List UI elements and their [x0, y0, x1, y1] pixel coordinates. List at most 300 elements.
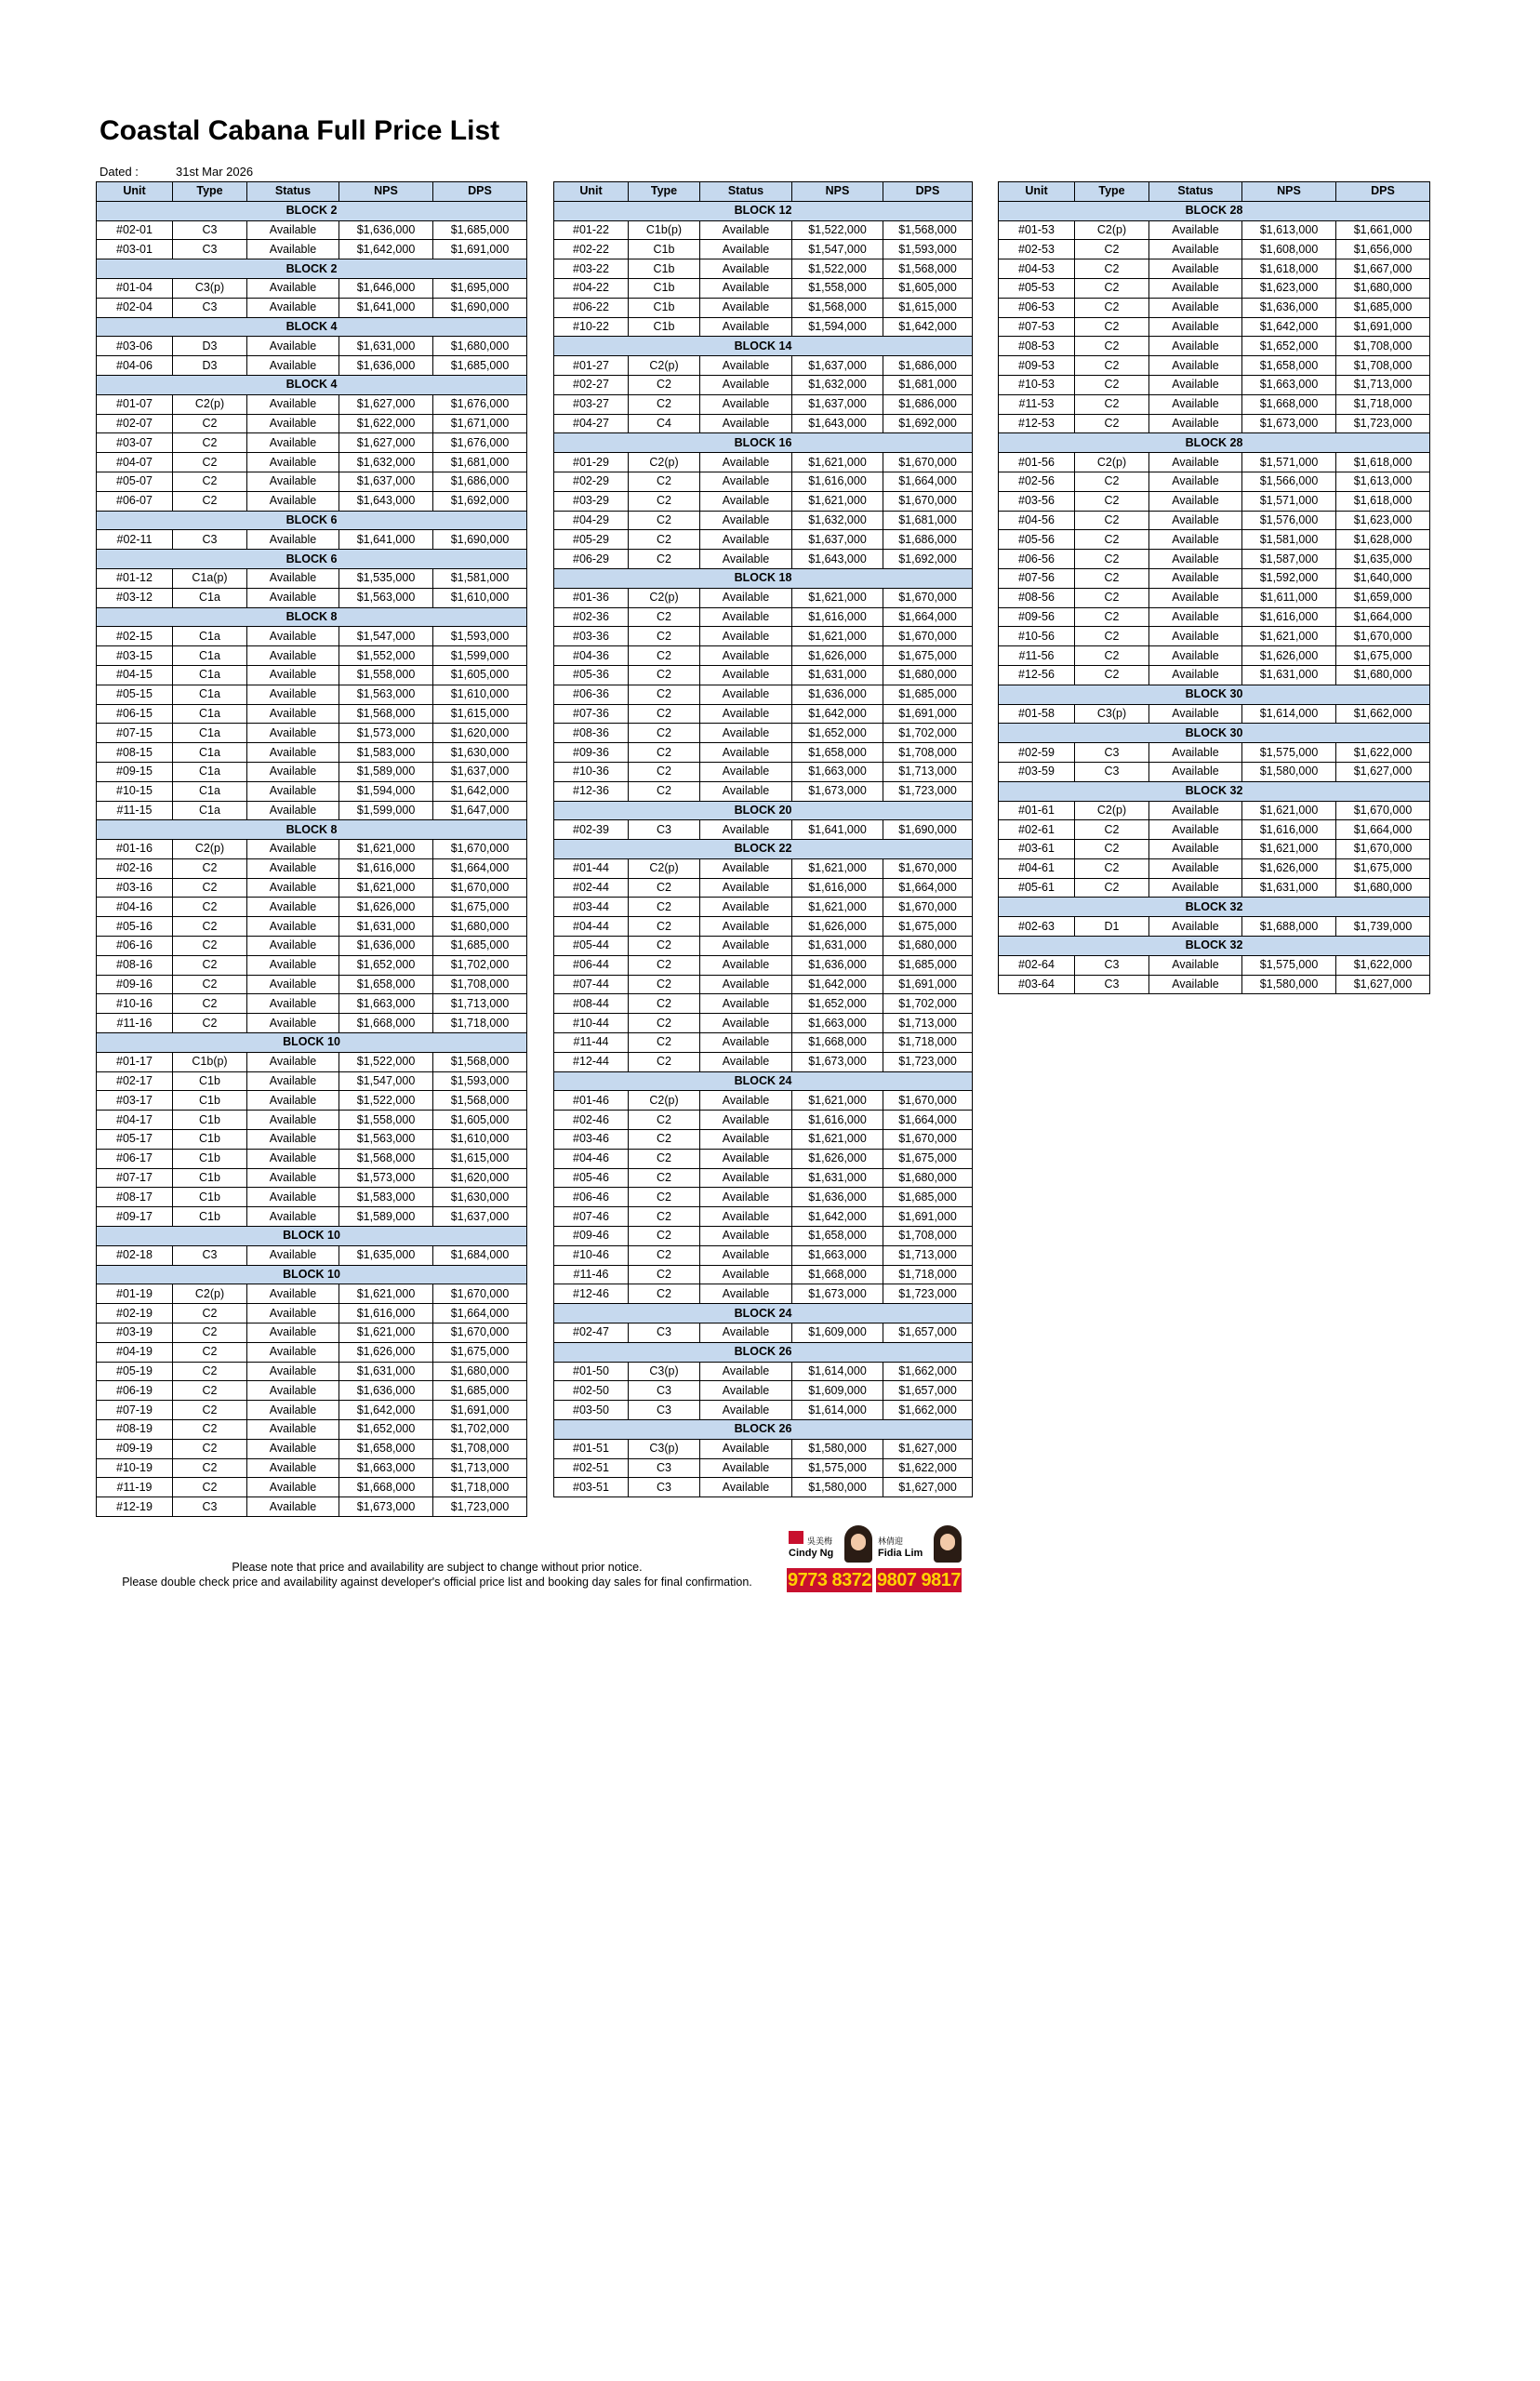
status-cell: Available [700, 511, 792, 530]
table-row [999, 955, 1430, 975]
table-row [999, 414, 1430, 433]
dps-cell: $1,635,000 [1336, 550, 1430, 569]
type-cell: C2 [629, 878, 700, 898]
type-cell: C1a [173, 588, 247, 607]
col-unit-header: Unit [554, 182, 629, 202]
type-cell: C2 [173, 858, 247, 878]
type-cell: C2 [1075, 627, 1149, 646]
table-row [999, 491, 1430, 511]
unit-cell: #01-12 [97, 568, 173, 588]
nps-cell: $1,623,000 [1242, 278, 1336, 298]
unit-cell: #10-19 [97, 1458, 173, 1478]
dps-cell: $1,664,000 [883, 607, 973, 627]
block-header: BLOCK 4 [97, 375, 527, 394]
table-row [554, 1401, 973, 1420]
nps-cell: $1,594,000 [339, 781, 433, 801]
unit-cell: #11-44 [554, 1033, 629, 1053]
dps-cell: $1,615,000 [433, 704, 527, 724]
table-row [554, 781, 973, 801]
table-row [97, 1207, 527, 1227]
nps-cell: $1,627,000 [339, 394, 433, 414]
dps-cell: $1,670,000 [883, 453, 973, 472]
status-cell: Available [247, 627, 339, 646]
nps-cell: $1,580,000 [1242, 762, 1336, 781]
type-cell: C2 [1075, 298, 1149, 317]
type-cell: C2 [1075, 588, 1149, 607]
type-cell: C2 [1075, 568, 1149, 588]
status-cell: Available [700, 878, 792, 898]
type-cell: C2 [173, 1304, 247, 1324]
unit-cell: #07-53 [999, 317, 1075, 337]
table-row [554, 220, 973, 240]
table-row [97, 898, 527, 917]
dps-cell: $1,691,000 [883, 1207, 973, 1227]
status-cell: Available [247, 491, 339, 511]
nps-cell: $1,636,000 [792, 955, 883, 975]
block-header: BLOCK 2 [97, 259, 527, 279]
nps-cell: $1,642,000 [792, 975, 883, 994]
nps-cell: $1,609,000 [792, 1381, 883, 1401]
table-row [97, 1111, 527, 1130]
dps-cell: $1,718,000 [883, 1033, 973, 1053]
col-dps-header: DPS [883, 182, 973, 202]
type-cell: C1b [173, 1188, 247, 1207]
type-cell: C2 [173, 898, 247, 917]
unit-cell: #07-44 [554, 975, 629, 994]
nps-cell: $1,621,000 [792, 898, 883, 917]
type-cell: C2 [629, 685, 700, 704]
dps-cell: $1,599,000 [433, 646, 527, 666]
status-cell: Available [1149, 858, 1242, 878]
block-header: BLOCK 4 [97, 317, 527, 337]
unit-cell: #01-51 [554, 1439, 629, 1458]
unit-cell: #06-22 [554, 298, 629, 317]
col-dps-header: DPS [1336, 182, 1430, 202]
block-header-row [97, 550, 527, 569]
block-header: BLOCK 6 [97, 550, 527, 569]
nps-cell: $1,642,000 [792, 704, 883, 724]
status-cell: Available [700, 1033, 792, 1053]
agent-photo-icon [934, 1525, 962, 1563]
unit-cell: #03-46 [554, 1130, 629, 1150]
type-cell: C2 [629, 724, 700, 743]
type-cell: C3(p) [1075, 704, 1149, 724]
unit-cell: #04-19 [97, 1342, 173, 1362]
status-cell: Available [247, 1014, 339, 1033]
nps-cell: $1,558,000 [339, 665, 433, 685]
table-row [999, 704, 1430, 724]
status-cell: Available [247, 762, 339, 781]
status-cell: Available [700, 704, 792, 724]
status-cell: Available [700, 1091, 792, 1111]
table-row [999, 627, 1430, 646]
type-cell: C2 [1075, 511, 1149, 530]
unit-cell: #08-53 [999, 337, 1075, 356]
type-cell: C3 [629, 1324, 700, 1343]
type-cell: C2 [173, 917, 247, 937]
dps-cell: $1,664,000 [1336, 820, 1430, 840]
status-cell: Available [247, 298, 339, 317]
status-cell: Available [247, 1168, 339, 1188]
dps-cell: $1,615,000 [883, 298, 973, 317]
type-cell: C2 [1075, 530, 1149, 550]
table-row [97, 917, 527, 937]
nps-cell: $1,621,000 [792, 588, 883, 607]
dps-cell: $1,627,000 [1336, 975, 1430, 994]
block-header: BLOCK 10 [97, 1033, 527, 1053]
unit-cell: #02-51 [554, 1458, 629, 1478]
dps-cell: $1,692,000 [433, 491, 527, 511]
unit-cell: #07-17 [97, 1168, 173, 1188]
nps-cell: $1,622,000 [339, 414, 433, 433]
nps-cell: $1,522,000 [339, 1052, 433, 1071]
dps-cell: $1,659,000 [1336, 588, 1430, 607]
nps-cell: $1,642,000 [1242, 317, 1336, 337]
nps-cell: $1,563,000 [339, 588, 433, 607]
dps-cell: $1,708,000 [883, 743, 973, 763]
table-row [554, 665, 973, 685]
status-cell: Available [1149, 356, 1242, 376]
table-row [999, 858, 1430, 878]
table-row [554, 724, 973, 743]
header-row [97, 182, 527, 202]
dps-cell: $1,642,000 [883, 317, 973, 337]
dps-cell: $1,685,000 [433, 220, 527, 240]
status-cell: Available [700, 1014, 792, 1033]
table-row [97, 743, 527, 763]
dps-cell: $1,680,000 [883, 937, 973, 956]
status-cell: Available [1149, 743, 1242, 763]
block-header-row [999, 937, 1430, 956]
unit-cell: #07-56 [999, 568, 1075, 588]
unit-cell: #07-19 [97, 1401, 173, 1420]
status-cell: Available [247, 1052, 339, 1071]
type-cell: C3 [629, 1401, 700, 1420]
unit-cell: #03-15 [97, 646, 173, 666]
unit-cell: #01-58 [999, 704, 1075, 724]
unit-cell: #02-07 [97, 414, 173, 433]
status-cell: Available [1149, 530, 1242, 550]
dps-cell: $1,627,000 [883, 1439, 973, 1458]
status-cell: Available [247, 414, 339, 433]
block-header-row [554, 840, 973, 859]
table-row [554, 240, 973, 259]
nps-cell: $1,641,000 [339, 298, 433, 317]
nps-cell: $1,658,000 [339, 1439, 433, 1458]
nps-cell: $1,573,000 [339, 724, 433, 743]
status-cell: Available [247, 1071, 339, 1091]
unit-cell: #03-12 [97, 588, 173, 607]
unit-cell: #03-01 [97, 240, 173, 259]
type-cell: C2 [629, 1245, 700, 1265]
type-cell: C3 [173, 298, 247, 317]
unit-cell: #01-16 [97, 840, 173, 859]
status-cell: Available [1149, 665, 1242, 685]
dps-cell: $1,684,000 [433, 1245, 527, 1265]
status-cell: Available [1149, 568, 1242, 588]
table-row [97, 1149, 527, 1168]
type-cell: C2 [1075, 317, 1149, 337]
nps-cell: $1,571,000 [1242, 491, 1336, 511]
nps-cell: $1,673,000 [339, 1497, 433, 1517]
table-row [554, 472, 973, 491]
dps-cell: $1,723,000 [883, 1284, 973, 1304]
unit-cell: #01-22 [554, 220, 629, 240]
status-cell: Available [700, 1284, 792, 1304]
nps-cell: $1,668,000 [339, 1014, 433, 1033]
status-cell: Available [1149, 472, 1242, 491]
table-row [999, 317, 1430, 337]
type-cell: C2 [629, 646, 700, 666]
col-type-header: Type [173, 182, 247, 202]
nps-cell: $1,618,000 [1242, 259, 1336, 279]
col-nps-header: NPS [792, 182, 883, 202]
dps-cell: $1,691,000 [433, 1401, 527, 1420]
nps-cell: $1,626,000 [792, 646, 883, 666]
block-header: BLOCK 20 [554, 801, 973, 820]
status-cell: Available [700, 685, 792, 704]
type-cell: C2 [629, 1014, 700, 1033]
table-row [999, 568, 1430, 588]
nps-cell: $1,589,000 [339, 762, 433, 781]
table-row [554, 917, 973, 937]
type-cell: C2(p) [629, 858, 700, 878]
nps-cell: $1,646,000 [339, 278, 433, 298]
type-cell: C2 [629, 1168, 700, 1188]
block-header-row [554, 201, 973, 220]
type-cell: C2 [173, 414, 247, 433]
unit-cell: #09-15 [97, 762, 173, 781]
unit-cell: #08-16 [97, 955, 173, 975]
dated-label: Dated : [100, 165, 139, 179]
table-row [554, 704, 973, 724]
type-cell: C2 [629, 627, 700, 646]
status-cell: Available [1149, 588, 1242, 607]
dps-cell: $1,681,000 [883, 375, 973, 394]
type-cell: C2 [173, 1420, 247, 1440]
unit-cell: #02-22 [554, 240, 629, 259]
block-header: BLOCK 12 [554, 201, 973, 220]
status-cell: Available [700, 1439, 792, 1458]
type-cell: C1b [629, 240, 700, 259]
unit-cell: #02-64 [999, 955, 1075, 975]
nps-cell: $1,583,000 [339, 743, 433, 763]
status-cell: Available [247, 1149, 339, 1168]
table-row [554, 1227, 973, 1246]
nps-cell: $1,575,000 [1242, 743, 1336, 763]
dps-cell: $1,723,000 [433, 1497, 527, 1517]
block-header: BLOCK 30 [999, 724, 1430, 743]
unit-cell: #08-17 [97, 1188, 173, 1207]
unit-cell: #01-07 [97, 394, 173, 414]
status-cell: Available [1149, 627, 1242, 646]
dps-cell: $1,670,000 [883, 627, 973, 646]
dps-cell: $1,568,000 [433, 1052, 527, 1071]
table-row [999, 530, 1430, 550]
unit-cell: #04-07 [97, 453, 173, 472]
block-header-row [97, 375, 527, 394]
table-row [97, 724, 527, 743]
dps-cell: $1,670,000 [883, 858, 973, 878]
block-header-row [97, 317, 527, 337]
type-cell: C2 [1075, 337, 1149, 356]
status-cell: Available [700, 1168, 792, 1188]
nps-cell: $1,637,000 [792, 530, 883, 550]
unit-cell: #06-19 [97, 1381, 173, 1401]
status-cell: Available [700, 375, 792, 394]
status-cell: Available [700, 1381, 792, 1401]
nps-cell: $1,631,000 [792, 1168, 883, 1188]
status-cell: Available [247, 1207, 339, 1227]
unit-cell: #09-46 [554, 1227, 629, 1246]
nps-cell: $1,637,000 [339, 472, 433, 491]
dps-cell: $1,628,000 [1336, 530, 1430, 550]
table-row [554, 1130, 973, 1150]
unit-cell: #12-36 [554, 781, 629, 801]
table-row [554, 955, 973, 975]
nps-cell: $1,673,000 [1242, 414, 1336, 433]
table-row [999, 472, 1430, 491]
status-cell: Available [700, 1245, 792, 1265]
table-row [554, 491, 973, 511]
table-row [554, 1052, 973, 1071]
nps-cell: $1,631,000 [1242, 665, 1336, 685]
nps-cell: $1,583,000 [339, 1188, 433, 1207]
status-cell: Available [247, 220, 339, 240]
nps-cell: $1,626,000 [339, 898, 433, 917]
dps-cell: $1,622,000 [883, 1458, 973, 1478]
agent-photo-icon [844, 1525, 872, 1563]
dps-cell: $1,627,000 [883, 1478, 973, 1497]
type-cell: C2 [173, 1439, 247, 1458]
type-cell: D1 [1075, 917, 1149, 937]
nps-cell: $1,547,000 [339, 627, 433, 646]
type-cell: C2 [629, 1284, 700, 1304]
block-header: BLOCK 30 [999, 685, 1430, 704]
unit-cell: #11-16 [97, 1014, 173, 1033]
dps-cell: $1,670,000 [883, 491, 973, 511]
type-cell: C1b [173, 1071, 247, 1091]
nps-cell: $1,581,000 [1242, 530, 1336, 550]
block-header-row [999, 433, 1430, 453]
status-cell: Available [1149, 298, 1242, 317]
type-cell: C2 [629, 917, 700, 937]
unit-cell: #03-64 [999, 975, 1075, 994]
dps-cell: $1,713,000 [1336, 375, 1430, 394]
block-header-row [554, 1342, 973, 1362]
dps-cell: $1,702,000 [883, 724, 973, 743]
status-cell: Available [247, 240, 339, 259]
dps-cell: $1,713,000 [433, 994, 527, 1014]
status-cell: Available [1149, 646, 1242, 666]
table-row [97, 685, 527, 704]
table-row [554, 1284, 973, 1304]
table-row [97, 665, 527, 685]
type-cell: D3 [173, 356, 247, 376]
unit-cell: #08-15 [97, 743, 173, 763]
status-cell: Available [247, 433, 339, 453]
dps-cell: $1,686,000 [883, 530, 973, 550]
dps-cell: $1,656,000 [1336, 240, 1430, 259]
nps-cell: $1,621,000 [339, 1324, 433, 1343]
status-cell: Available [700, 1478, 792, 1497]
agent-name: Cindy Ng [789, 1548, 834, 1559]
type-cell: C2 [629, 704, 700, 724]
table-row [97, 588, 527, 607]
unit-cell: #01-36 [554, 588, 629, 607]
type-cell: C2 [629, 665, 700, 685]
table-row [97, 1458, 527, 1478]
type-cell: C2 [629, 1149, 700, 1168]
status-cell: Available [1149, 550, 1242, 569]
type-cell: C2 [1075, 646, 1149, 666]
status-cell: Available [247, 356, 339, 376]
status-cell: Available [700, 607, 792, 627]
status-cell: Available [700, 1130, 792, 1150]
table-row [554, 1362, 973, 1381]
agent-banner [787, 1523, 963, 1594]
block-header-row [554, 568, 973, 588]
dated-value: 31st Mar 2026 [176, 165, 254, 179]
unit-cell: #01-61 [999, 801, 1075, 820]
status-cell: Available [247, 743, 339, 763]
type-cell: C1b [629, 298, 700, 317]
block-header: BLOCK 32 [999, 898, 1430, 917]
type-cell: C2 [629, 1265, 700, 1284]
unit-cell: #03-29 [554, 491, 629, 511]
unit-cell: #07-15 [97, 724, 173, 743]
type-cell: C1b [173, 1168, 247, 1188]
status-cell: Available [700, 762, 792, 781]
nps-cell: $1,637,000 [792, 356, 883, 376]
nps-cell: $1,571,000 [1242, 453, 1336, 472]
status-cell: Available [247, 1245, 339, 1265]
block-header-row [999, 781, 1430, 801]
block-header: BLOCK 24 [554, 1304, 973, 1324]
type-cell: C2 [629, 491, 700, 511]
dps-cell: $1,675,000 [433, 898, 527, 917]
table-row [554, 743, 973, 763]
status-cell: Available [1149, 394, 1242, 414]
agent-phone: 9807 9817 [876, 1570, 962, 1590]
status-cell: Available [247, 1497, 339, 1517]
status-cell: Available [700, 453, 792, 472]
unit-cell: #02-61 [999, 820, 1075, 840]
status-cell: Available [247, 1458, 339, 1478]
table-row [97, 356, 527, 376]
nps-cell: $1,631,000 [339, 917, 433, 937]
table-row [999, 588, 1430, 607]
status-cell: Available [247, 1362, 339, 1381]
type-cell: C3 [173, 1497, 247, 1517]
nps-cell: $1,621,000 [339, 840, 433, 859]
dps-cell: $1,670,000 [433, 1324, 527, 1343]
nps-cell: $1,613,000 [1242, 220, 1336, 240]
unit-cell: #06-15 [97, 704, 173, 724]
status-cell: Available [247, 1130, 339, 1150]
nps-cell: $1,631,000 [1242, 878, 1336, 898]
table-row [97, 394, 527, 414]
status-cell: Available [1149, 704, 1242, 724]
nps-cell: $1,658,000 [1242, 356, 1336, 376]
nps-cell: $1,522,000 [339, 1091, 433, 1111]
unit-cell: #01-44 [554, 858, 629, 878]
nps-cell: $1,580,000 [792, 1439, 883, 1458]
table-row [999, 743, 1430, 763]
status-cell: Available [700, 858, 792, 878]
dps-cell: $1,642,000 [433, 781, 527, 801]
type-cell: C1a [173, 743, 247, 763]
